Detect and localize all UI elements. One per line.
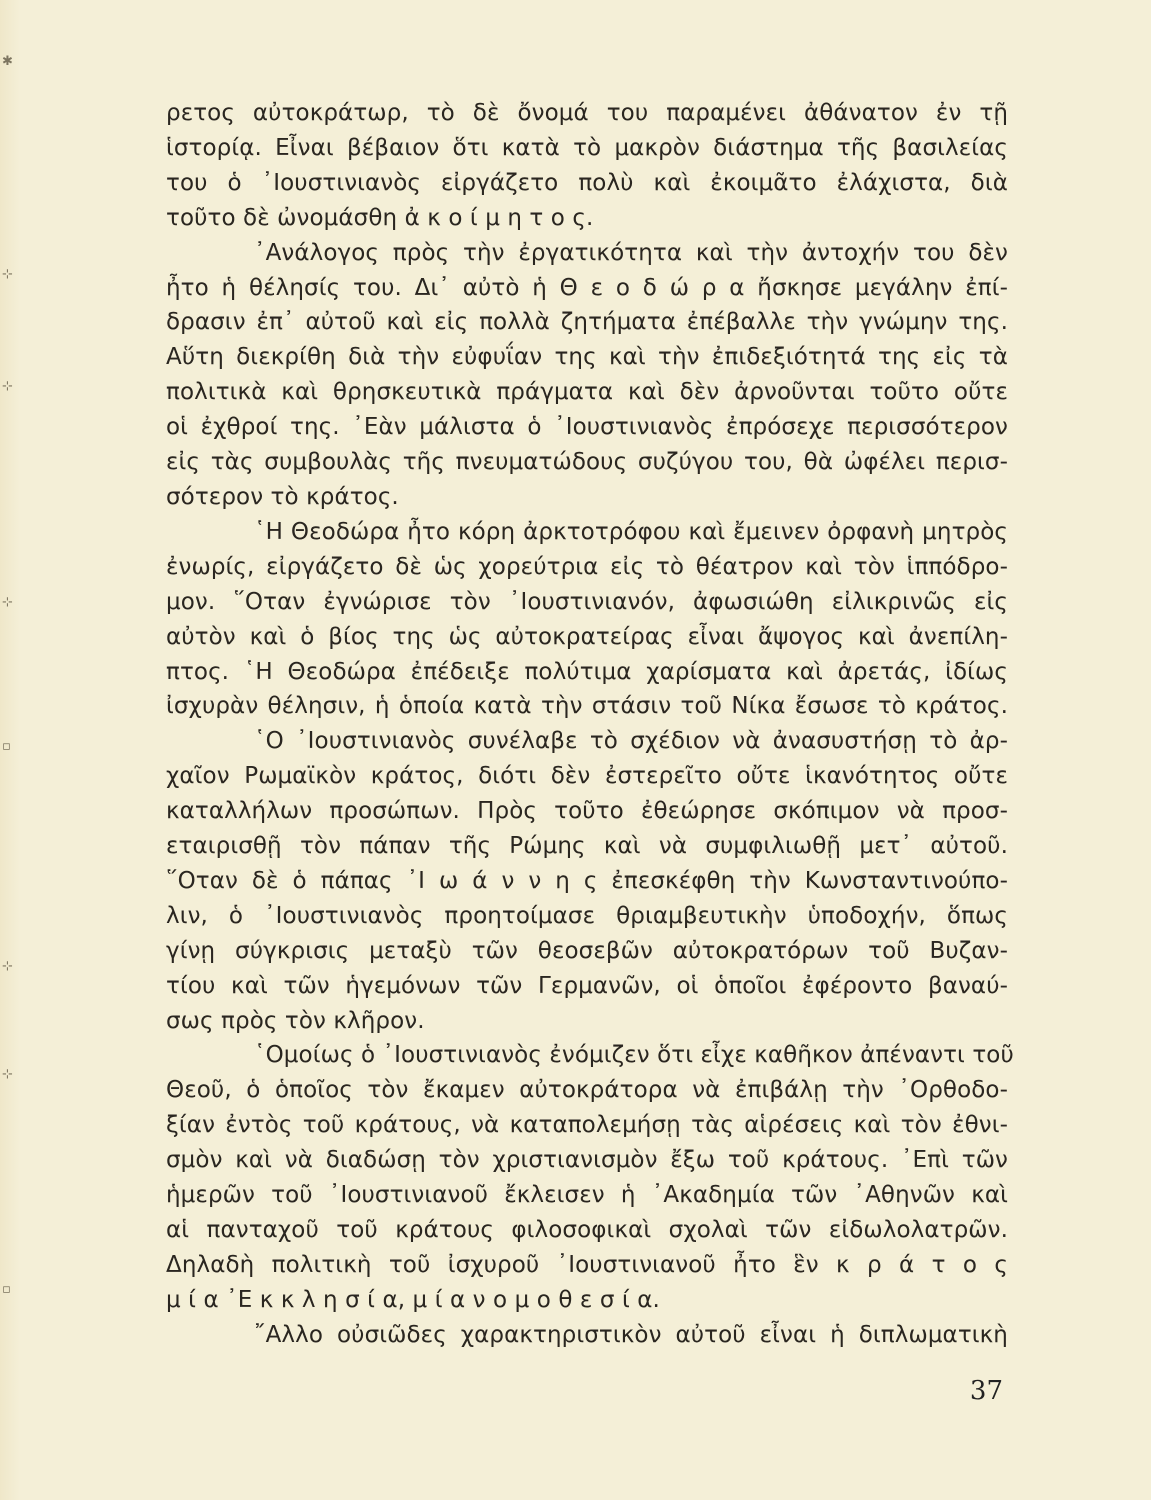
text-line: ῾Η Θεοδώρα ἦτο κόρη ἀρκτοτρόφου καὶ ἔμεινεν ὀρφανὴ μητρὸς (254, 518, 1008, 545)
text-line: σως πρὸς τὸν κλῆρον. (166, 1007, 425, 1034)
text-line: ρετος αὐτοκράτωρ, τὸ δὲ ὄνομά του παραμένει ἀθάνατον ἐν τῇ (166, 100, 1008, 126)
text-line: ἦτο ἡ θέλησίς του. Δι᾿ αὐτὸ ἡ Θ ε ο δ ώ ρ α ἤσκησε μεγάλην ἐπί- (166, 274, 1008, 301)
text-line: δρασιν ἐπ᾿ αὐτοῦ καὶ εἰς πολλὰ ζητήματα ἐπέβαλλε τὴν γνώμην της. (166, 309, 1008, 336)
page-number: 37 (969, 1376, 1003, 1406)
text-line: εταιρισθῇ τὸν πάπαν τῆς Ρώμης καὶ νὰ συμφιλιωθῇ μετ᾿ αὐτοῦ. (166, 833, 1008, 860)
text-line: ἰσχυρὰν θέλησιν, ἡ ὁποία κατὰ τὴν στάσιν τοῦ Νίκα ἔσωσε τὸ κράτος. (166, 693, 1008, 720)
binding-mark-icon: ▫ (2, 739, 11, 754)
text-line: μ ί α ᾿Ε κ κ λ η σ ί α, μ ί α ν ο μ ο θ ε σ ί α. (166, 1286, 660, 1313)
text-line: ἡμερῶν τοῦ ᾿Ιουστινιανοῦ ἔκλεισεν ἡ ᾿Ακαδημία τῶν ᾿Αθηνῶν καὶ (166, 1182, 1008, 1209)
text-line: αὐτὸν καὶ ὁ βίος της ὡς αὐτοκρατείρας εἶναι ἄψογος καὶ ἀνεπίλη- (166, 623, 1008, 650)
text-line: χαῖον Ρωμαϊκὸν κράτος, διότι δὲν ἐστερεῖτο οὔτε ἱκανότητος οὔτε (166, 763, 1008, 790)
text-line: Θεοῦ, ὁ ὁποῖος τὸν ἔκαμεν αὐτοκράτορα νὰ ἐπιβάλῃ τὴν ᾿Ορθοδο- (166, 1077, 1008, 1104)
text-line: σμὸν καὶ νὰ διαδώσῃ τὸν χριστιανισμὸν ἔξω τοῦ κράτους. ᾿Επὶ τῶν (166, 1147, 1008, 1174)
text-line: μον. ῞Οταν ἐγνώρισε τὸν ᾿Ιουστινιανόν, ἀφωσιώθη εἰλικρινῶς εἰς (166, 588, 1008, 615)
text-line: ῞Οταν δὲ ὁ πάπας ᾿Ι ω ά ν ν η ς ἐπεσκέφθη τὴν Κωνσταντινούπο- (166, 867, 1008, 894)
text-line: του ὁ ᾿Ιουστινιανὸς εἰργάζετο πολὺ καὶ ἐκοιμᾶτο ἐλάχιστα, διὰ (166, 169, 1008, 196)
text-line: Δηλαδὴ πολιτικὴ τοῦ ἰσχυροῦ ᾿Ιουστινιανοῦ ἦτο ἓν κ ρ ά τ ο ς (166, 1251, 1008, 1278)
binding-mark-icon: ⊹ (2, 959, 13, 974)
text-line: σότερον τὸ κράτος. (166, 483, 399, 510)
page-body-text (166, 96, 1014, 1353)
text-line: ξίαν ἐντὸς τοῦ κράτους, νὰ καταπολεμήσῃ τὰς αἱρέσεις καὶ τὸν ἐθνι- (166, 1112, 1008, 1139)
text-line: αἱ πανταχοῦ τοῦ κράτους φιλοσοφικαὶ σχολαὶ τῶν εἰδωλολατρῶν. (166, 1217, 1008, 1243)
text-line: λιν, ὁ ᾿Ιουστινιανὸς προητοίμασε θριαμβευτικὴν ὑποδοχήν, ὅπως (166, 902, 1008, 929)
text-line: γίνῃ σύγκρισις μεταξὺ τῶν θεοσεβῶν αὐτοκρατόρων τοῦ Βυζαν- (166, 937, 1008, 964)
text-line: πολιτικὰ καὶ θρησκευτικὰ πράγματα καὶ δὲν ἀρνοῦνται τοῦτο οὔτε (166, 379, 1008, 406)
text-line: Αὕτη διεκρίθη διὰ τὴν εὐφυΐαν της καὶ τὴν ἐπιδεξιότητά της εἰς τὰ (166, 344, 1008, 371)
text-line: τοῦτο δὲ ὠνομάσθη ἀ κ ο ί μ η τ ο ς. (166, 204, 594, 231)
binding-mark-icon: ⊹ (2, 595, 13, 610)
binding-mark-icon: ▫ (2, 1282, 11, 1297)
binding-mark-icon: ⊹ (2, 267, 13, 282)
text-line: ῎Αλλο οὐσιῶδες χαρακτηριστικὸν αὐτοῦ εἶναι ἡ διπλωματικὴ (254, 1321, 1008, 1348)
text-line: πτος. ῾Η Θεοδώρα ἐπέδειξε πολύτιμα χαρίσματα καὶ ἀρετάς, ἰδίως (166, 658, 1008, 685)
text-line: ᾿Ανάλογος πρὸς τὴν ἐργατικότητα καὶ τὴν ἀντοχήν του δὲν (254, 239, 1008, 266)
binding-mark-icon: ⊹ (2, 1067, 13, 1082)
text-line: ῾Ο ᾿Ιουστινιανὸς συνέλαβε τὸ σχέδιον νὰ ἀνασυστήσῃ τὸ ἀρ- (254, 728, 1008, 755)
text-line: ῾Ομοίως ὁ ᾿Ιουστινιανὸς ἐνόμιζεν ὅτι εἶχε καθῆκον ἀπέναντι τοῦ (254, 1042, 1014, 1069)
text-line: εἰς τὰς συμβουλὰς τῆς πνευματώδους συζύγου του, θὰ ὠφέλει περισ- (166, 449, 1008, 476)
text-line: τίου καὶ τῶν ἡγεμόνων τῶν Γερμανῶν, οἱ ὁποῖοι ἐφέροντο βαναύ- (166, 972, 1008, 999)
text-line: ἐνωρίς, εἰργάζετο δὲ ὡς χορεύτρια εἰς τὸ θέατρον καὶ τὸν ἱππόδρο- (166, 553, 1008, 580)
binding-mark-icon: ✱ (2, 54, 13, 69)
text-line: ἱστορίᾳ. Εἶναι βέβαιον ὅτι κατὰ τὸ μακρὸν διάστημα τῆς βασιλείας (166, 134, 1008, 161)
text-line: καταλλήλων προσώπων. Πρὸς τοῦτο ἐθεώρησε σκόπιμον νὰ προσ- (166, 798, 1008, 825)
text-line: οἱ ἐχθροί της. ᾿Εὰν μάλιστα ὁ ᾿Ιουστινιανὸς ἐπρόσεχε περισσότερον (166, 414, 1008, 441)
binding-mark-icon: ⊹ (2, 379, 13, 394)
